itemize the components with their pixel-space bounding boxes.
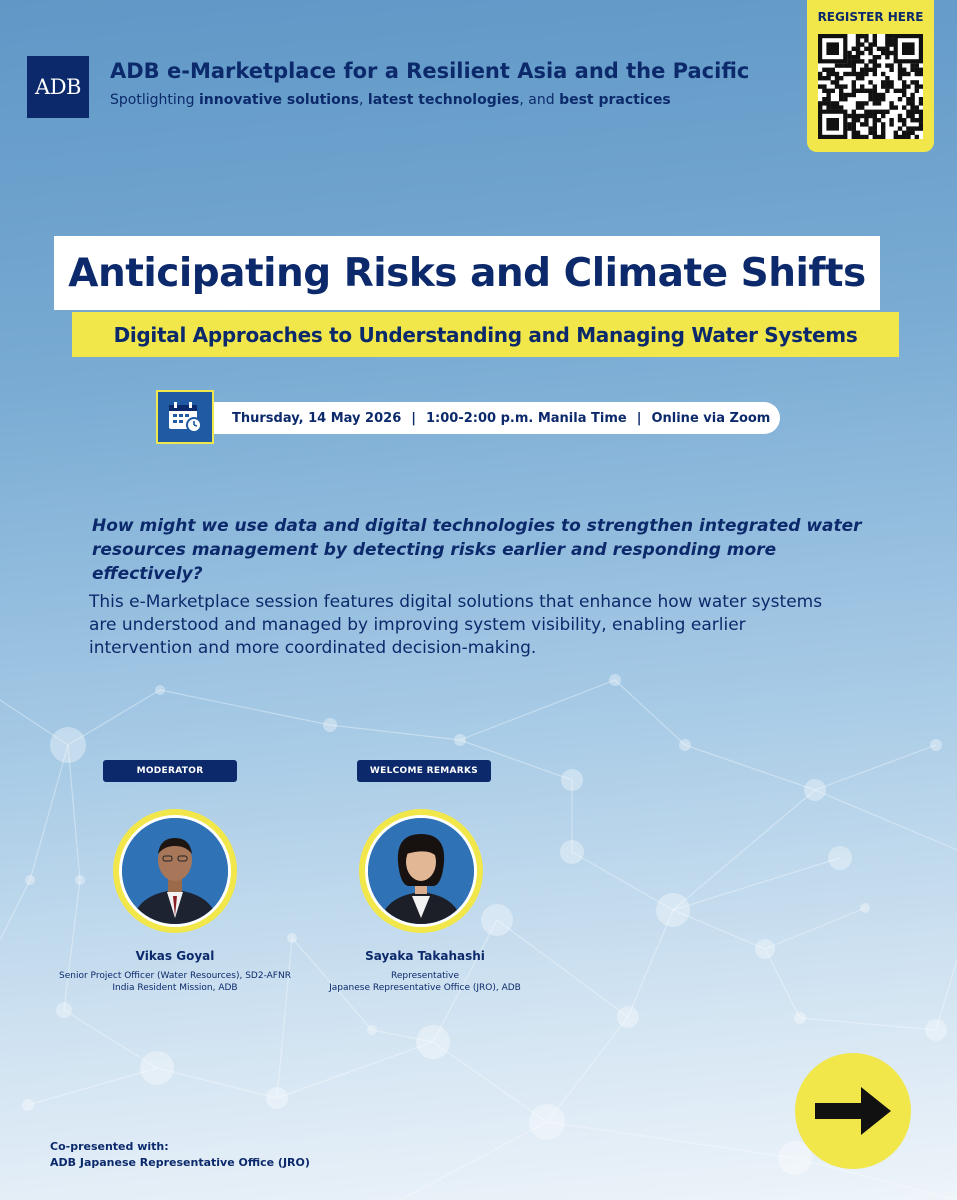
header-tagline: Spotlighting innovative solutions, latest technologies, and best practices <box>110 92 671 108</box>
moderator-badge: MODERATOR <box>103 760 237 782</box>
calendar-clock-icon <box>156 390 214 444</box>
event-subtitle-box <box>72 312 899 357</box>
event-details-pill <box>186 402 780 434</box>
copresent-org: ADB Japanese Representative Office (JRO) <box>50 1156 310 1169</box>
copresent-label: Co-presented with: <box>50 1140 169 1153</box>
welcome-speaker-title <box>295 970 555 994</box>
key-question: How might we use data and digital technologies to strengthen integrated water resources management by detecting risks earlier and responding more effectively? <box>92 516 862 584</box>
moderator-title-line: Senior Project Officer (Water Resources), SD2-AFNR <box>59 971 291 981</box>
speaker-photo-moderator <box>113 809 237 933</box>
event-time: 1:00-2:00 p.m. Manila Time <box>426 410 627 426</box>
adb-logo: ADB <box>27 56 89 118</box>
separator: | <box>636 410 642 426</box>
welcome-speaker-name: Sayaka Takahashi <box>365 949 485 963</box>
header-title: ADB e-Marketplace for a Resilient Asia and the Pacific <box>110 59 750 83</box>
speaker-photo-welcome <box>359 809 483 933</box>
welcome-speaker-title-line: Representative <box>390 971 459 981</box>
event-date: Thursday, 14 May 2026 <box>232 410 402 426</box>
moderator-title <box>45 970 305 994</box>
separator: | <box>411 410 416 426</box>
qr-code-icon[interactable] <box>818 34 923 139</box>
arrow-right-icon <box>811 1081 895 1141</box>
welcome-remarks-badge: WELCOME REMARKS <box>357 760 491 782</box>
register-card[interactable] <box>807 0 934 152</box>
event-venue: Online via Zoom <box>651 410 771 426</box>
copresenter-block <box>50 1139 310 1171</box>
event-title-box <box>54 236 880 310</box>
moderator-name: Vikas Goyal <box>135 949 215 963</box>
session-description: This e-Marketplace session features digital solutions that enhance how water systems are understood and managed by improving system visibility, enabling earlier intervention and more coordinated decision-making. <box>89 592 823 658</box>
register-label: REGISTER HERE <box>817 10 924 24</box>
event-title: Anticipating Risks and Climate Shifts <box>68 250 866 296</box>
next-button[interactable] <box>795 1053 911 1169</box>
moderator-title-line: India Resident Mission, ADB <box>112 983 238 993</box>
welcome-speaker-title-line: Japanese Representative Office (JRO), ADB <box>329 983 521 993</box>
event-subtitle: Digital Approaches to Understanding and Managing Water Systems <box>113 322 858 347</box>
